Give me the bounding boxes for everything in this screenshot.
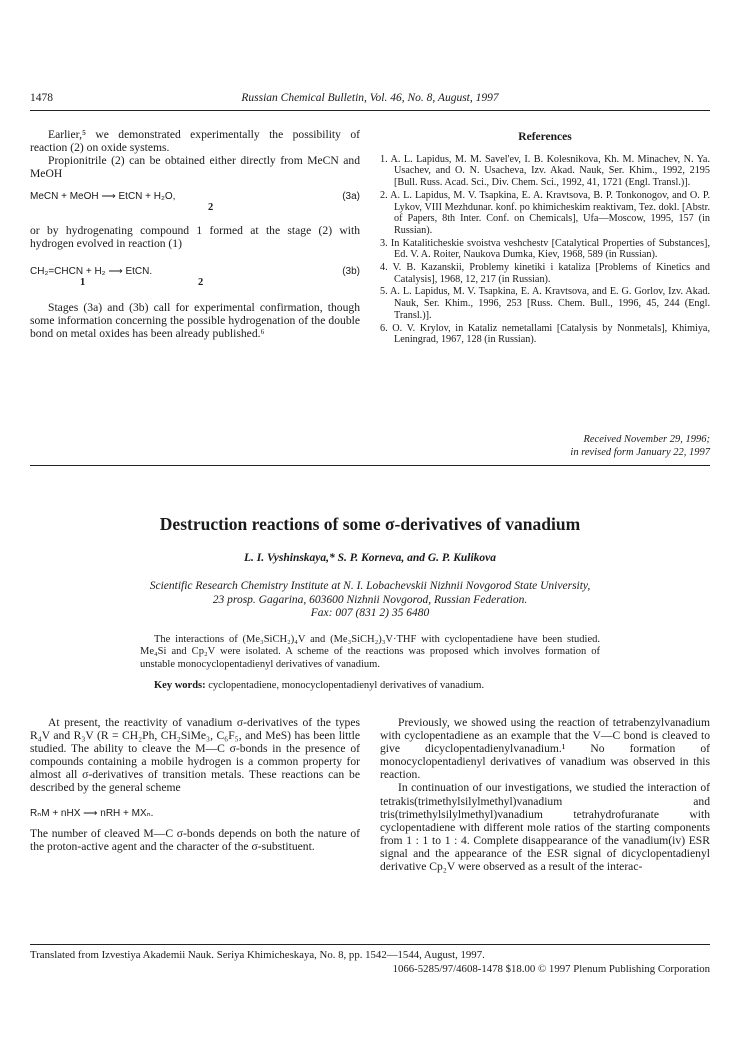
affiliation-line: 23 prosp. Gagarina, 603600 Nizhnii Novgorod, Russian Federation. [212,593,528,606]
article-title: Destruction reactions of some σ-derivatives of vanadium [159,514,581,534]
reference-item: 1. A. L. Lapidus, M. M. Savel'ev, I. B. Kolesnikova, Kh. M. Minachev, N. Ya. Usachev, and O. N. Usacheva, Izv. Akad. Nauk, Ser. Khim., 1992, 2195 [Bull. Russ. Acad. Sci., Div. Chem. Sci., 1992, 41, 1721 (Engl. Transl.)]. [380,153,710,189]
paragraph: or by hydrogenating compound 1 formed at the stage (2) with hydrogen evolved in reaction (1) [30,224,360,251]
paragraph: Stages (3a) and (3b) call for experimental confirmation, though some information concerning the possible hydrogenation of the double bond on metal oxides has been already published.⁶ [30,300,360,340]
equation-3b [30,265,360,295]
journal-citation: Russian Chemical Bulletin, Vol. 46, No. 8, August, 1997 [241,92,499,104]
reference-item: 4. V. B. Kazanskii, Problemy kinetiki i kataliza [Problems of Kinetics and Catalysis], 1968, 12, 217 (in Russian). [380,262,710,285]
affiliation-fax: Fax: 007 (831 2) 35 6480 [310,607,430,619]
reference-item: 6. O. V. Krylov, in Kataliz nemetallami [Catalysis by Nonmetals], Khimiya, Leningrad, 1967, 128 (in Russian). [380,322,710,346]
equation-number: (3b) [342,265,360,277]
revised-date: in revised form January 22, 1997 [570,446,710,458]
page-number: 1478 [30,92,53,104]
references-heading: References [518,131,572,143]
copyright-line: 1066-5285/97/4608-1478 $18.00 © 1997 Plenum Publishing Corporation [392,963,710,975]
equation-label: 2 [208,202,214,214]
equation-label: 1 [80,276,86,288]
paragraph: Propionitrile (2) can be obtained either directly from MeCN and MeOH [30,154,360,181]
affiliation [30,580,710,621]
keywords-text: cyclopentadiene, monocyclopentadienyl derivatives of vanadium. [208,680,485,691]
paragraph: Earlier,⁵ we demonstrated experimentally the possibility of reaction (2) on oxide systems. [30,128,360,155]
reference-list [380,154,710,346]
reference-item: 2. A. L. Lapidus, M. V. Tsapkina, E. A. Kravtsova, B. P. Tonkonogov, and O. P. Lykov, VIII Mezhdunar. konf. po khimicheskim reaktivam, Tez. dokl. [Abstr. of Papers, 8th Inter. Conf. on Chemicals], Ufa—Moscow, 1995, 157 (in Russian). [380,189,710,236]
paragraph: In continuation of our investigations, we studied the interaction of tetrakis(trimethylsilylmethyl)vanadium and tris(trimethylsilylmethyl)vanadium tetrahydrofuranate with cyclopentadiene with different mole ratios of the starting components from 1 : 1 to 1 : 4. Complete disappearance of the vanadium(iv) ESR signal and the appearance of the ESR signal of dicyclopentadienyl derivative Cp₂V were observed as a result of the interac- [380,781,710,874]
running-header [30,92,710,111]
paragraph: At present, the reactivity of vanadium σ-derivatives of the types R₄V and R₃V (R = CH₂Ph, CH₂SiMe₃, C₆F₅, and MeS) has been little studied. The ability to cleave the M—C σ-bonds in the presence of compounds containing a mobile hydrogen is a common property for almost all σ-derivatives of transition metals. These reactions can be described by the general scheme [30,716,360,795]
equation-text: RₙM + nHX ⟶ nRH + MXₙ. [30,807,154,819]
equation-text: CH₂=CHCN + H₂ ⟶ EtCN. [30,265,153,277]
paragraph: The number of cleaved M—C σ-bonds depends on both the nature of the proton-active agent and the character of the σ-substituent. [30,826,360,853]
body-right-column [380,716,710,873]
received-dates [380,434,710,459]
abstract [140,634,600,671]
body-left-column [30,716,360,853]
translation-note: Translated from Izvestiya Akademii Nauk. Seriya Khimicheskaya, No. 8, pp. 1542—1544, August, 1997. [30,949,485,961]
affiliation-line: Scientific Research Chemistry Institute at N. I. Lobachevskii Nizhnii Novgorod State University, [149,580,591,592]
article-authors: L. I. Vyshinskaya,* S. P. Korneva, and G. P. Kulikova [243,552,497,564]
section-divider [30,465,710,466]
equation-number: (3a) [342,191,360,203]
equation-3a [30,190,360,218]
prev-article-left-column [30,128,360,340]
abstract-text: The interactions of (Me₃SiCH₂)₄V and (Me₃SiCH₂)₃V·THF with cyclopentadiene have been studied. Me₄Si and Cp₂V were isolated. A scheme of the reactions was proposed which involves formation of unstable monocyclopentadienyl derivatives of vanadium. [140,634,600,670]
equation-text: MeCN + MeOH ⟶ EtCN + H₂O, [30,191,176,203]
keywords [154,680,604,691]
footer-divider [30,944,710,945]
reference-item: 5. A. L. Lapidus, M. V. Tsapkina, E. A. Kravtsova, and E. G. Gorlov, Izv. Akad. Nauk, Ser. Khim., 1996, 253 [Russ. Chem. Bull., 1996, 45, 244 (Engl. Transl.)]. [380,286,710,321]
keywords-label: Key words: [154,680,206,691]
paragraph: Previously, we showed using the reaction of tetrabenzylvanadium with cyclopentadiene as an example that the V—C bond is cleaved to give dicyclopentadienylvanadium.¹ No formation of monocyclopentadienyl derivatives of vanadium was observed in this reaction. [380,716,710,782]
references-section [380,132,710,347]
footer [30,948,710,976]
general-scheme [30,807,360,825]
received-date: Received November 29, 1996; [583,434,710,445]
equation-label: 2 [198,276,204,288]
reference-item: 3. In Kataliticheskie svoistva veshchestv [Catalytical Properties of Substances], Ed. V. A. Roiter, Naukova Dumka, Kiev, 1968, 589 (in Russian). [380,237,710,261]
